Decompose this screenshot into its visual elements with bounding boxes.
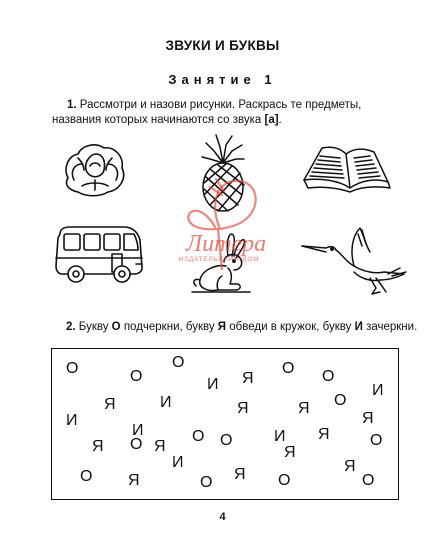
- bus-icon: [52, 224, 144, 286]
- book-icon: [300, 144, 392, 194]
- letter[interactable]: И: [274, 428, 286, 445]
- letter[interactable]: Я: [362, 410, 374, 427]
- letter-grid-box: [51, 348, 399, 500]
- letter[interactable]: Я: [234, 466, 246, 483]
- task-2-number: 2.: [66, 321, 76, 333]
- task-2-letter-o: О: [111, 321, 121, 333]
- letter[interactable]: И: [207, 376, 219, 393]
- letter[interactable]: О: [66, 360, 79, 377]
- task-1-end: .: [278, 114, 282, 126]
- task-2-letter-i: И: [354, 321, 363, 333]
- letter[interactable]: О: [282, 360, 295, 377]
- task-1-sound: [а]: [264, 114, 279, 126]
- letter[interactable]: Я: [318, 426, 330, 443]
- letter[interactable]: И: [66, 412, 78, 429]
- task-2-text: подчеркни, букву: [120, 321, 218, 333]
- letter[interactable]: О: [334, 392, 347, 409]
- letter[interactable]: И: [160, 394, 172, 411]
- task-2-text: Букву: [75, 321, 112, 333]
- task-1-instruction: [52, 98, 402, 128]
- letter[interactable]: Я: [154, 438, 166, 455]
- letter[interactable]: Я: [92, 438, 104, 455]
- task-2-text: зачеркни.: [362, 321, 418, 333]
- letter[interactable]: О: [80, 468, 93, 485]
- watermark-logo-text: Литера: [185, 231, 267, 257]
- task-2-letter-ya: Я: [217, 321, 227, 333]
- letter[interactable]: О: [362, 472, 375, 489]
- letter[interactable]: Я: [298, 400, 310, 417]
- letter[interactable]: И: [372, 382, 384, 399]
- letter[interactable]: О: [322, 368, 335, 385]
- letter[interactable]: Я: [344, 458, 356, 475]
- watermark-subtitle: ИЗДАТЕЛЬСКИЙ ДОМ: [178, 256, 260, 263]
- stork-icon: [300, 222, 410, 298]
- letter[interactable]: О: [130, 368, 143, 385]
- letter[interactable]: Я: [104, 396, 116, 413]
- page-number: 4: [219, 511, 226, 523]
- letter[interactable]: О: [192, 428, 205, 445]
- letter[interactable]: Я: [237, 400, 249, 417]
- task-2-instruction: [66, 320, 436, 335]
- task-1-number: 1.: [67, 99, 77, 111]
- lesson-heading: Занятие 1: [168, 72, 277, 87]
- letter[interactable]: О: [172, 354, 185, 371]
- task-1-text: Рассмотри и назови рисунки. Раскрась те предметы, названия которых начинаются со звука: [52, 99, 362, 126]
- page-title: ЗВУКИ И БУКВЫ: [165, 38, 280, 53]
- letter[interactable]: И: [132, 422, 144, 439]
- letter[interactable]: О: [278, 472, 291, 489]
- letter[interactable]: О: [220, 432, 233, 449]
- letter[interactable]: О: [130, 436, 143, 453]
- letter[interactable]: И: [172, 454, 184, 471]
- letter[interactable]: Я: [284, 444, 296, 461]
- letter[interactable]: О: [200, 474, 213, 491]
- letter[interactable]: Я: [242, 370, 254, 387]
- cabbage-icon: [62, 140, 128, 198]
- letter[interactable]: Я: [128, 472, 140, 489]
- letter[interactable]: О: [370, 432, 383, 449]
- task-2-text: обведи в кружок, букву: [226, 321, 355, 333]
